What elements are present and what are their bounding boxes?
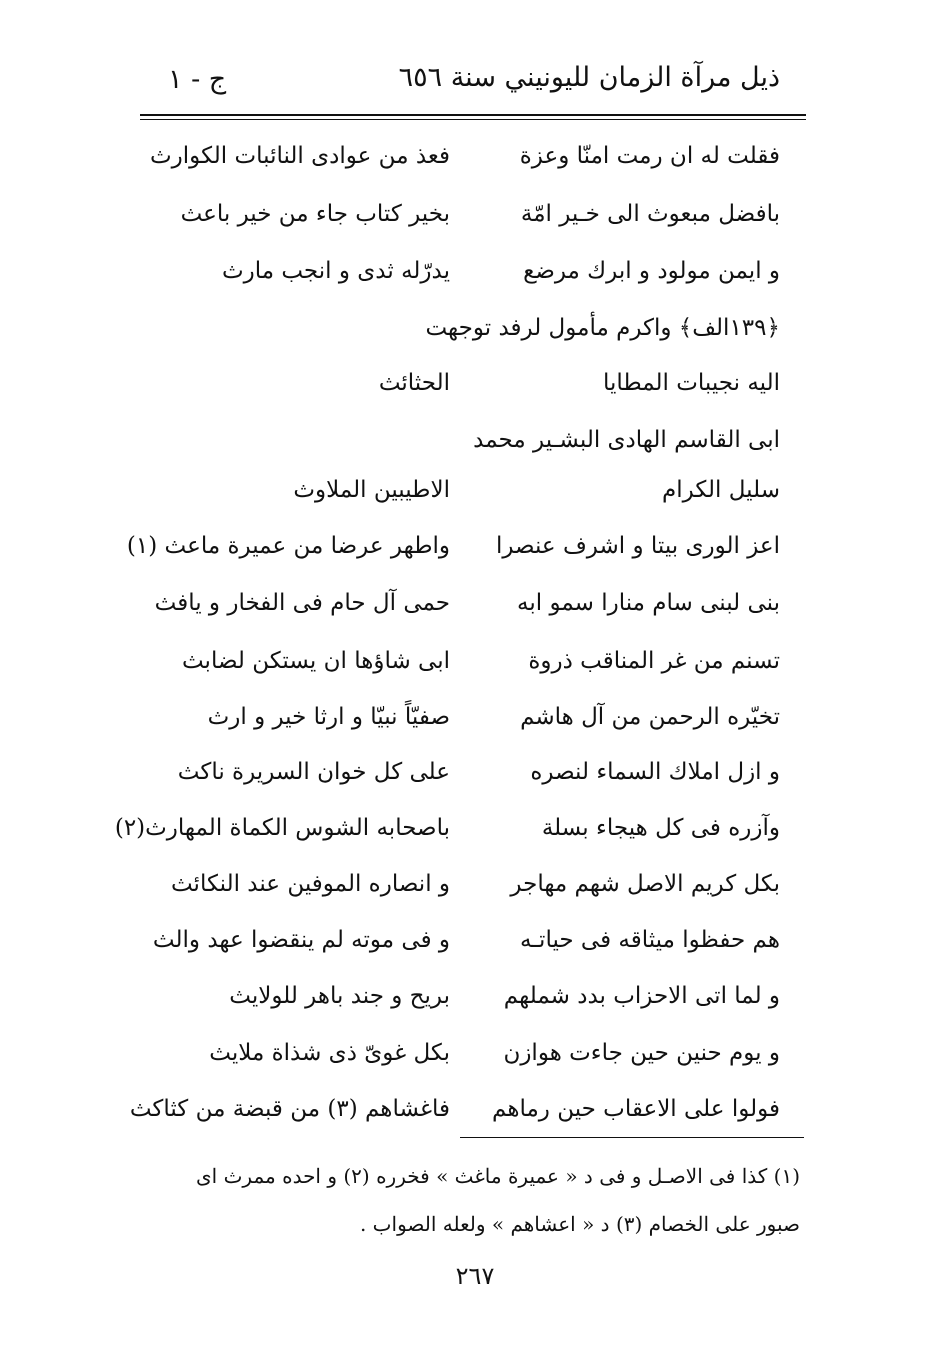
- verse-first-hemistich: و لما اتى الاحزاب بدد شملهم: [503, 983, 780, 1009]
- verse-line: [150, 976, 780, 1016]
- verse-line: [150, 470, 780, 510]
- verse-second-hemistich: صفيّاً نبيّا و ارثا خير و ارث: [207, 704, 450, 730]
- verse-first-hemistich: ابى القاسم الهادى البشـير محمد: [473, 427, 780, 453]
- verse-line: [150, 363, 780, 403]
- verse-first-hemistich: هم حفظوا ميثاقه فى حياتـه: [519, 927, 780, 953]
- verse-first-hemistich: بافضل مبعوث الى خـير امّة: [520, 201, 780, 227]
- footnote-line: صبور على الخصام (٣) د « اعشاهم » ولعله الصواب .: [359, 1212, 800, 1236]
- verse-line: [114, 808, 780, 848]
- verse-first-hemistich: تسنم من غر المناقب ذروة: [528, 648, 780, 674]
- verse-line: [150, 136, 780, 176]
- verse-line: [150, 920, 780, 960]
- verse-second-hemistich: و انصاره الموفين عند النكائث: [170, 871, 450, 897]
- verse-second-hemistich: ابى شاؤها ان يستكن لضابث: [181, 648, 450, 674]
- verse-line: [150, 752, 780, 792]
- verse-second-hemistich: بخير كتاب جاء من خير باعث: [180, 201, 450, 227]
- verse-first-hemistich: فولوا على الاعقاب حين رماهم: [492, 1096, 780, 1122]
- verse-second-hemistich: الاطيبين الملاوث: [293, 477, 450, 503]
- verse-line: [126, 526, 780, 566]
- verse-second-hemistich: و فى موته لم ينقضوا عهد والث: [152, 927, 450, 953]
- footnote-rule: [460, 1137, 804, 1138]
- verse-line: [150, 864, 780, 904]
- header-rule-thin: [140, 119, 806, 120]
- header-rule-thick: [140, 114, 806, 116]
- verse-first-hemistich: ﴿١٣٩الف﴾ واكرم مأمول لرفد توجهت: [425, 315, 780, 341]
- verse-first-hemistich: وآزره فى كل هيجاء بسلة: [541, 815, 780, 841]
- verse-line: [150, 194, 780, 234]
- verse-second-hemistich: فعذ من عوادى النائبات الكوارث: [150, 143, 450, 169]
- running-header-title: ذيل مرآة الزمان لليونيني سنة ٦٥٦: [398, 62, 780, 93]
- verse-first-hemistich: و ازل املاك السماء لنصره: [530, 759, 780, 785]
- verse-first-hemistich: اعز الورى بيتا و اشرف عنصرا: [495, 533, 780, 559]
- verse-second-hemistich: حمى آل حام فى الفخار و يافث: [154, 590, 450, 616]
- verse-first-hemistich: و ايمن مولود و ابرك مرضع: [523, 258, 780, 284]
- verse-first-hemistich: و يوم حنين حين جاءت هوازن: [503, 1040, 780, 1066]
- verse-line: [150, 308, 780, 348]
- verse-line: [150, 641, 780, 681]
- verse-first-hemistich: اليه نجيبات المطايا: [602, 370, 780, 396]
- verse-line: [150, 697, 780, 737]
- verse-line: [129, 1089, 780, 1129]
- verse-second-hemistich: بكل غوىّ ذى شذاة ملايث: [209, 1040, 450, 1066]
- running-header-volume: ج - ١: [168, 64, 227, 95]
- verse-line: [150, 1033, 780, 1073]
- verse-first-hemistich: سليل الكرام: [662, 477, 780, 503]
- verse-first-hemistich: بنى لبنى سام منارا سمو ابه: [517, 590, 780, 616]
- verse-line: [150, 583, 780, 623]
- verse-second-hemistich: على كل خوان السريرة ناكث: [177, 759, 450, 785]
- verse-second-hemistich: يدرّله ثدى و انجب مارث: [221, 258, 450, 284]
- verse-second-hemistich: واطهر عرضا من عميرة ماعث (١): [126, 533, 450, 559]
- footnote-line: (١) كذا فى الاصـل و فى د « عميرة ماغث » فخرره (٢) و احده ممرث اى: [196, 1164, 800, 1188]
- verse-first-hemistich: تخيّره الرحمن من آل هاشم: [520, 704, 780, 730]
- verse-first-hemistich: فقلت له ان رمت امنّا وعزة: [519, 143, 780, 169]
- verse-first-hemistich: بكل كريم الاصل شهم مهاجر: [510, 871, 780, 897]
- verse-line: [150, 251, 780, 291]
- verse-second-hemistich: الحثائث: [378, 370, 450, 396]
- verse-second-hemistich: بريح و جند باهر للولايث: [229, 983, 450, 1009]
- verse-second-hemistich: فاغشاهم (٣) من قبضة من كثاكث: [129, 1096, 450, 1122]
- verse-second-hemistich: باصحابه الشوس الكماة المهارث(٢): [114, 815, 450, 841]
- verse-line: [150, 420, 780, 460]
- page-number: ٢٦٧: [455, 1262, 495, 1290]
